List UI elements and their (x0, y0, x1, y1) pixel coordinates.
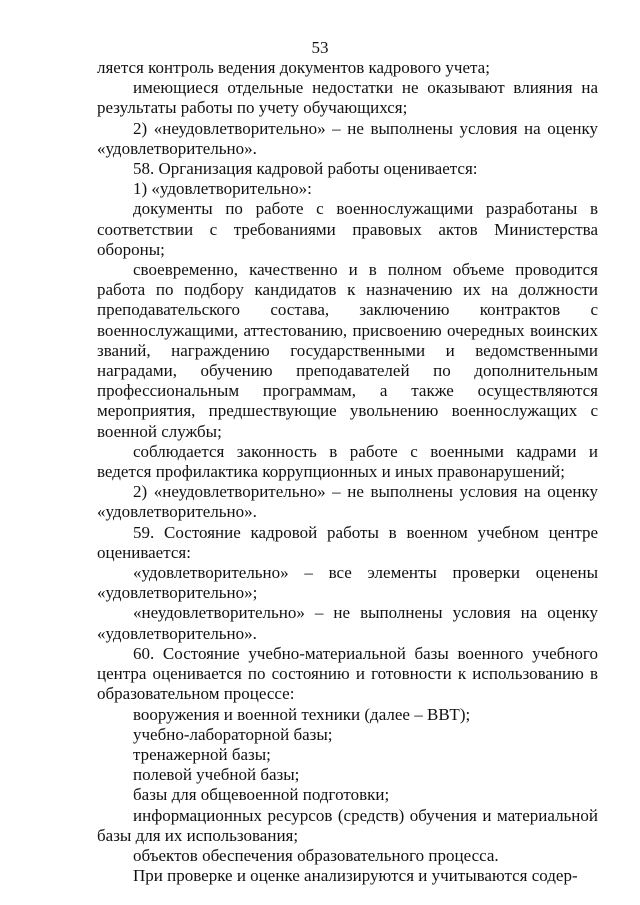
paragraph: документы по работе с военнослужащими разработаны в соответствии с требованиями правовых актов Министерства обороны; (97, 199, 598, 259)
paragraph: учебно-лабораторной базы; (133, 724, 333, 744)
paragraph: ляется контроль ведения документов кадрового учета; (97, 58, 490, 77)
paragraph: 60. Состояние учебно-материальной базы военного учебного центра оценивается по состоянию и готовности к использованию в образовательном процессе: (97, 643, 598, 704)
page-number: 53 (311, 38, 329, 57)
paragraph: полевой учебной базы; (133, 765, 300, 785)
paragraph: тренажерной базы; (133, 744, 271, 764)
paragraph: своевременно, качественно и в полном объеме проводится работа по подбору кандидатов к назначению их на должности преподавательского состава, заключению контрактов с военнослужащими, аттестованию, присвоению очередных воинских званий, награждению государственными и ведомственными наградами, обучению преподавателей по дополнительным профессиональным программам, а также осуществляются мероприятия, предшествующие увольнению военнослужащих с военной службы; (97, 260, 598, 441)
paragraph: объектов обеспечения образовательного процесса. (133, 845, 499, 865)
paragraph: 2) «неудовлетворительно» – не выполнены условия на оценку «удовлетворительно». (97, 118, 598, 158)
paragraph: имеющиеся отдельные недостатки не оказывают влияния на результаты работы по учету обучающихся; (97, 78, 598, 118)
paragraph: 2) «неудовлетворительно» – не выполнены условия на оценку «удовлетворительно». (97, 482, 598, 522)
paragraph: вооружения и военной техники (далее – ВВТ); (133, 704, 471, 724)
paragraph: «удовлетворительно» – все элементы проверки оценены «удовлетворительно»; (97, 563, 598, 603)
paragraph: 58. Организация кадровой работы оценивается: (133, 159, 478, 179)
paragraph: информационных ресурсов (средств) обучения и материальной базы для их использования; (97, 805, 598, 845)
paragraph: соблюдается законность в работе с военными кадрами и ведется профилактика коррупционных и иных правонарушений; (97, 441, 598, 482)
body-text (97, 58, 598, 886)
paragraph: 1) «удовлетворительно»: (133, 179, 312, 199)
paragraph: базы для общевоенной подготовки; (133, 785, 390, 805)
paragraph: «неудовлетворительно» – не выполнены условия на оценку «удовлетворительно». (97, 603, 598, 643)
paragraph: 59. Состояние кадровой работы в военном учебном центре оценивается: (97, 522, 598, 562)
paragraph: При проверке и оценке анализируются и учитываются содер- (133, 866, 578, 886)
